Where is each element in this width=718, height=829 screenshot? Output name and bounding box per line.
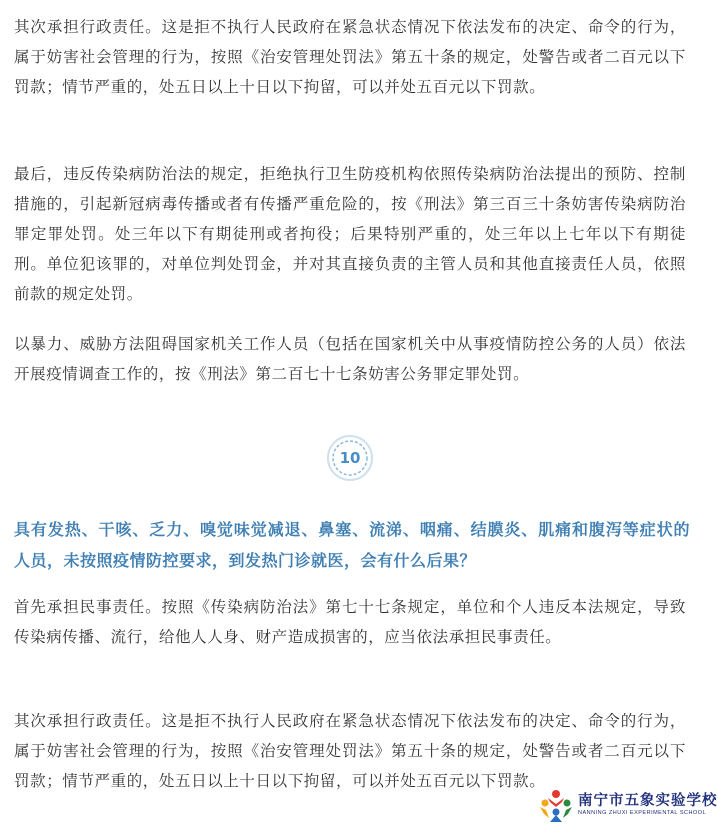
paragraph-civil-liability: 首先承担民事责任。按照《传染病防治法》第七十七条规定，单位和个人违反本法规定，导致传染病传播、流行，给他人人身、财产造成损害的，应当依法承担民事责任。 <box>14 598 686 646</box>
paragraph-obstruction-of-duty: 以暴力、威胁方法阻碍国家机关工作人员（包括在国家机关中从事疫情防控公务的人员）依法开展疫情调查工作的，按《刑法》第二百七十七条妨害公务罪定罪处罚。 <box>14 335 686 383</box>
section-number-badge <box>326 434 374 482</box>
school-logo <box>538 786 718 826</box>
paragraph-criminal-liability: 最后，违反传染病防治法的规定，拒绝执行卫生防疫机构依照传染病防治法提出的预防、控制措施的，引起新冠病毒传播或者有传播严重危险的，按《刑法》第三百三十条妨害传染病防治罪定罪处罚。处三年以下有期徒刑或者拘役；后果特别严重的，处三年以上七年以下有期徒刑。单位犯该罪的，对单位判处罚金，并对其直接负责的主管人员和其他直接责任人员，依照前款的规定处罚。 <box>14 165 686 303</box>
colorful-people-logo-icon <box>538 788 574 824</box>
paragraph-administrative-liability: 其次承担行政责任。这是拒不执行人民政府在紧急状态情况下依法发布的决定、命令的行为，属于妨害社会管理的行为，按照《治安管理处罚法》第五十条的规定，处警告或者二百元以下罚款；情节严重的，处五日以上十日以下拘留，可以并处五百元以下罚款。 <box>14 18 686 96</box>
paragraph-administrative-liability-repeat: 其次承担行政责任。这是拒不执行人民政府在紧急状态情况下依法发布的决定、命令的行为，属于妨害社会管理的行为，按照《治安管理处罚法》第五十条的规定，处警告或者二百元以下罚款；情节严重的，处五日以上十日以下拘留，可以并处五百元以下罚款。 <box>14 712 686 790</box>
section-number: 10 <box>339 449 361 467</box>
school-name-cn: 南宁市五象实验学校 <box>578 792 718 809</box>
section-question-heading: 具有发热、干咳、乏力、嗅觉味觉减退、鼻塞、流涕、咽痛、结膜炎、肌痛和腹泻等症状的人员，未按照疫情防控要求，到发热门诊就医，会有什么后果？ <box>14 520 690 570</box>
school-name-en: NANNING ZHUXI EXPERIMENTAL SCHOOL <box>578 810 707 816</box>
